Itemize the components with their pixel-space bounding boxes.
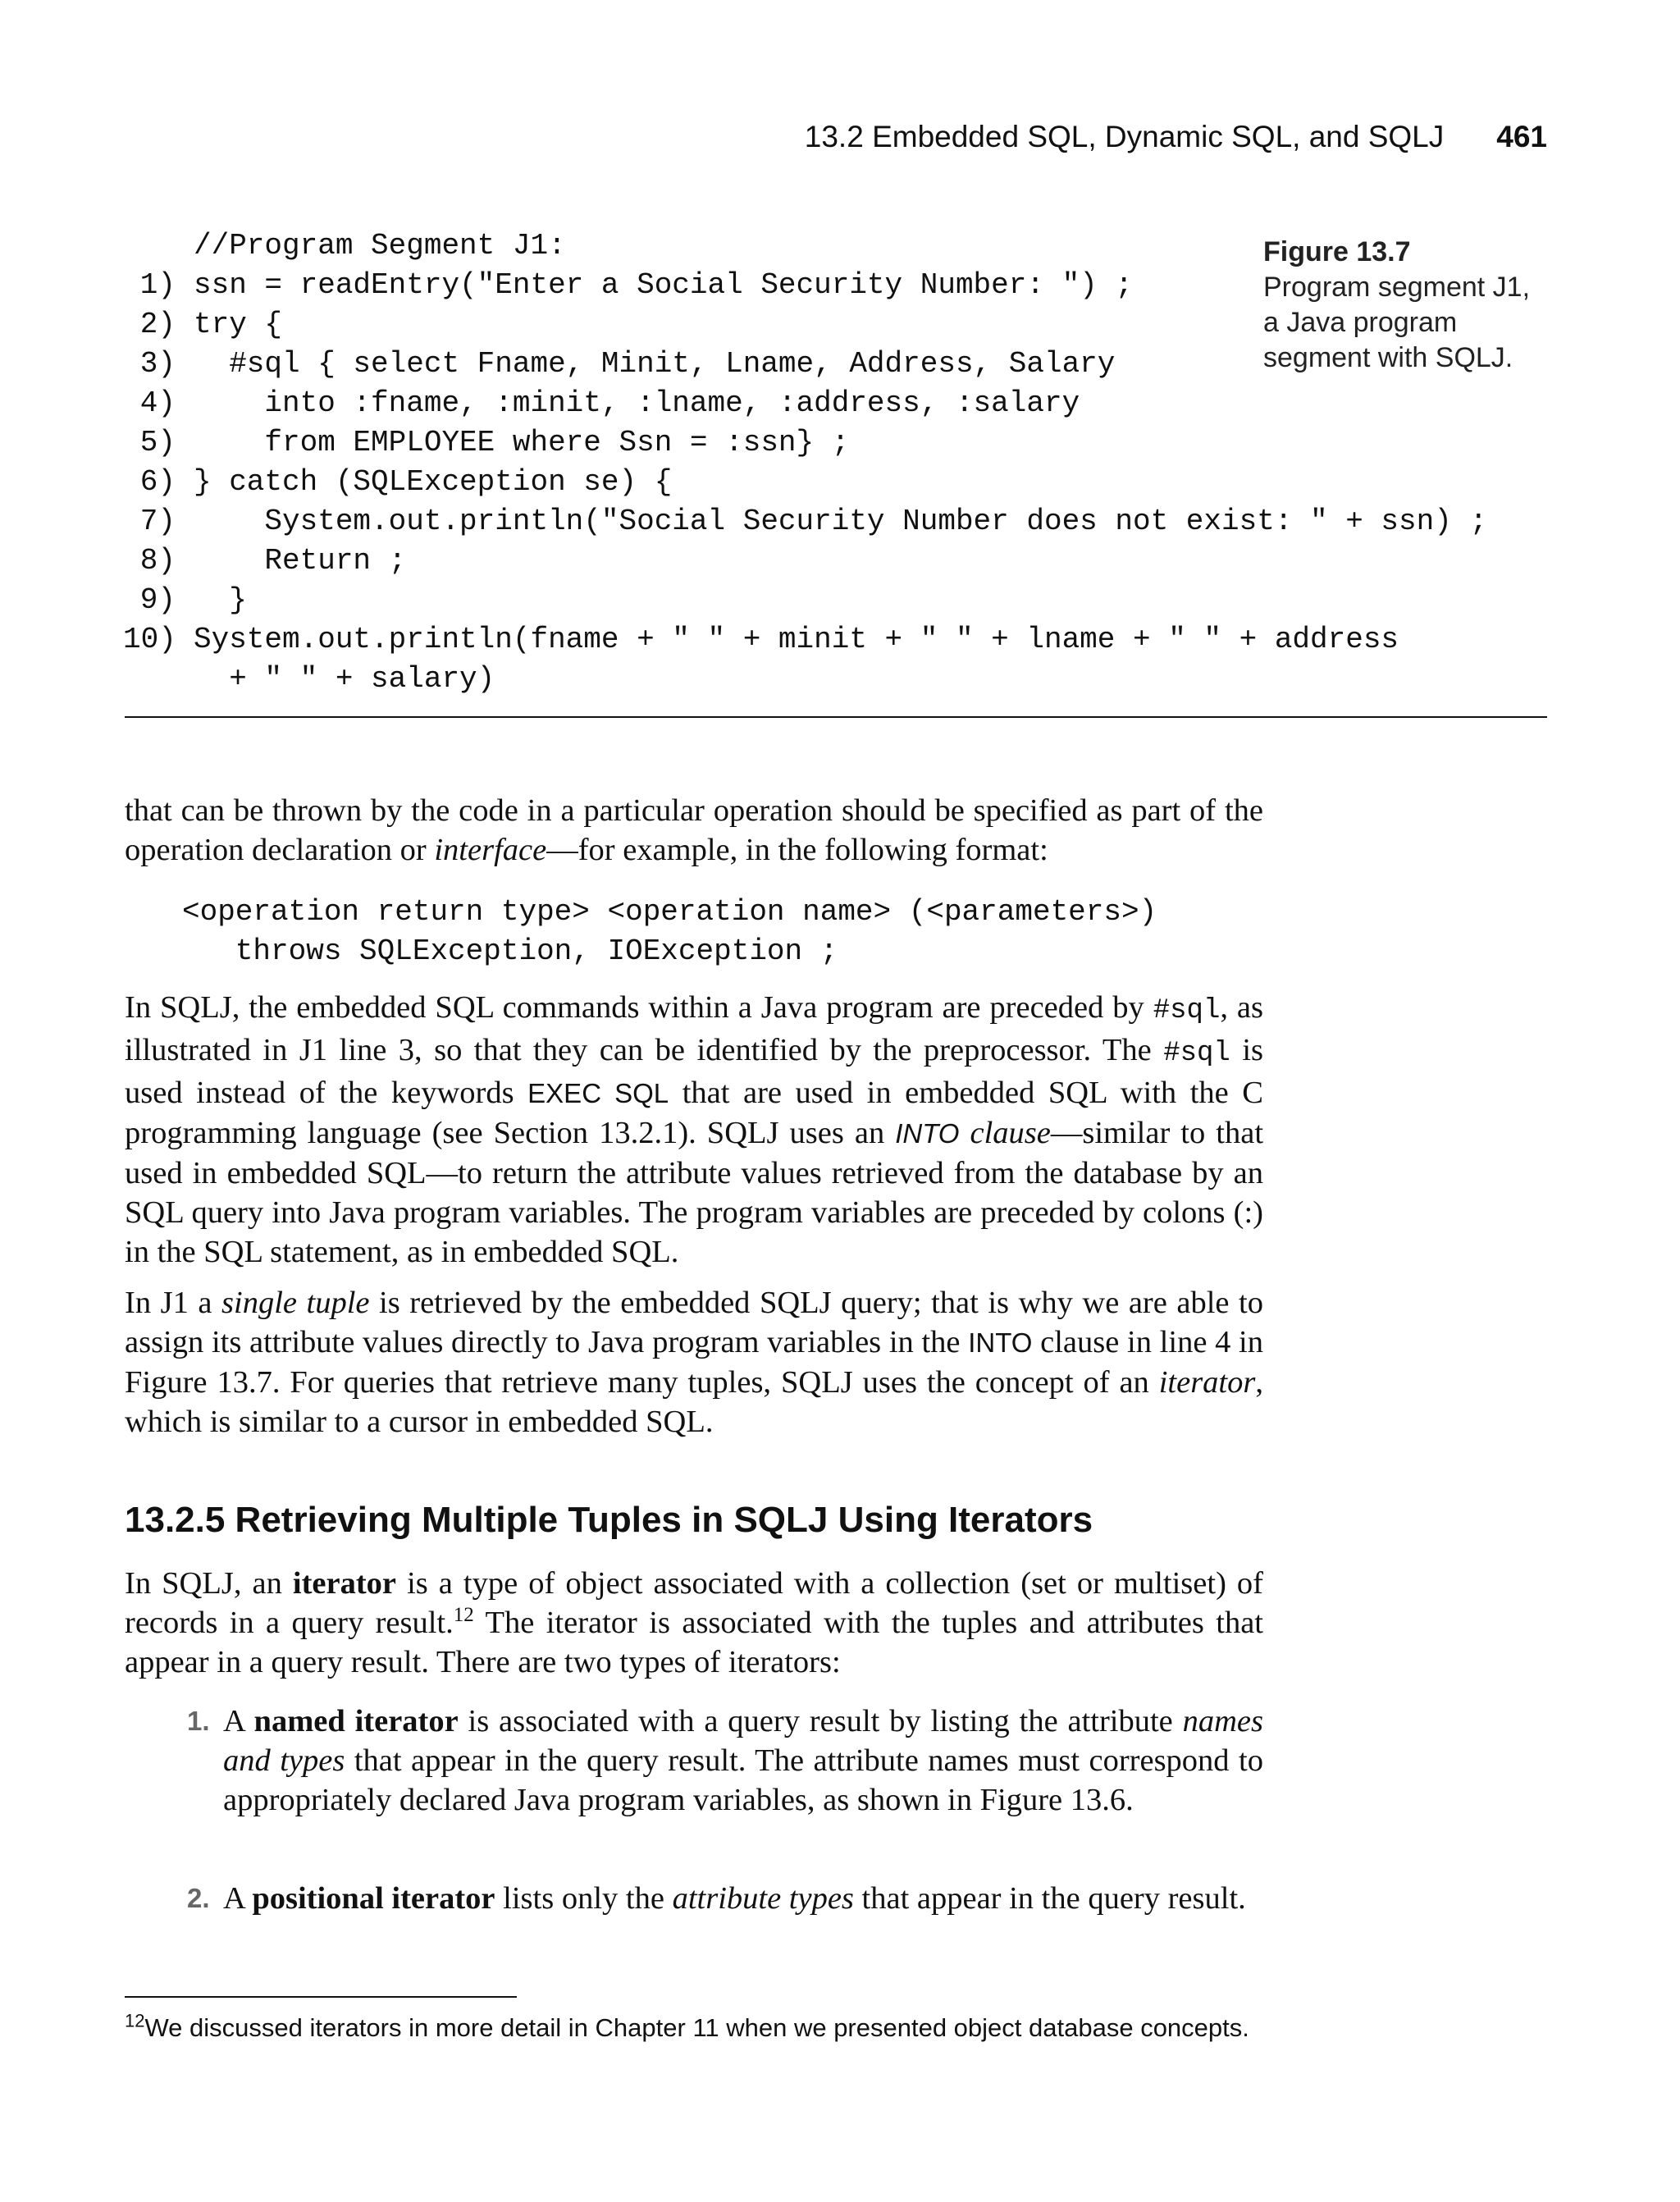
- code-text: + " " + salary): [194, 662, 495, 696]
- text: In SQLJ, an: [125, 1566, 293, 1601]
- text: —for example, in the following format:: [546, 833, 1048, 867]
- code-line: [123, 581, 1487, 620]
- figure-number: Figure 13.7: [1263, 236, 1411, 267]
- line-number: 3): [139, 347, 176, 381]
- running-head: [804, 120, 1547, 154]
- list-number: 1.: [187, 1706, 210, 1736]
- text: , which is similar to a cursor in embedded SQL.: [125, 1365, 1263, 1439]
- paragraph-iterator: [125, 1564, 1263, 1682]
- code-text: into :fname, :minit, :lname, :address, :salary: [194, 386, 1080, 420]
- code-text: try {: [194, 308, 283, 341]
- line-number: 9): [139, 583, 176, 617]
- figure-rule: [125, 716, 1547, 718]
- text: In SQLJ, the embedded SQL commands within a Java program are preceded by: [125, 990, 1153, 1025]
- line-number: 10): [123, 623, 176, 656]
- keyword: INTO: [895, 1118, 960, 1149]
- line-number: 7): [139, 505, 176, 538]
- keyword: EXEC SQL: [527, 1078, 669, 1108]
- code-line: [123, 384, 1487, 423]
- text: The iterator is associated with the tuples and attributes that appear in a query result. There are two types of iterators:: [125, 1606, 1263, 1679]
- text: lists only the: [495, 1881, 673, 1916]
- line-number: 2): [139, 308, 176, 341]
- signature-line: throws SQLException, IOException ;: [182, 934, 838, 968]
- line-number: 5): [139, 426, 176, 459]
- paragraph-exceptions: [125, 791, 1263, 870]
- text: that appear in the query result. The attribute names must correspond to appropriately declared Java program variables, as shown in Figure 13.6.: [223, 1743, 1263, 1817]
- list-item: [187, 1879, 1263, 1918]
- text: In J1 a: [125, 1286, 222, 1320]
- figure-caption: [1263, 235, 1542, 376]
- text: is a type of object associated with a collection (set or multiset) of records in a query result.: [125, 1566, 1264, 1640]
- code-text: } catch (SQLException se) {: [194, 465, 673, 499]
- operation-signature: [182, 893, 1157, 971]
- bold-term: named iterator: [253, 1704, 459, 1738]
- code-line: [123, 423, 1487, 463]
- code-text: Return ;: [194, 544, 407, 578]
- code-text: from EMPLOYEE where Ssn = :ssn} ;: [194, 426, 850, 459]
- footnote-ref[interactable]: 12: [453, 1604, 474, 1627]
- text: clause in line 4 in Figure 13.7. For queries that retrieve many tuples, SQLJ uses the concept of an: [125, 1325, 1263, 1400]
- code-line: [123, 502, 1487, 541]
- emphasis: iterator: [1158, 1365, 1256, 1400]
- line-number: 4): [139, 386, 176, 420]
- code-text: }: [194, 583, 247, 617]
- footnote: [125, 2010, 1249, 2043]
- paragraph-sql-prefix: [125, 988, 1263, 1272]
- line-number: 1): [139, 268, 176, 302]
- line-number: 6): [139, 465, 176, 499]
- footnote-text: We discussed iterators in more detail in Chapter 11 when we presented object database concepts.: [144, 2013, 1249, 2042]
- emphasis: single tuple: [221, 1286, 370, 1320]
- code-text: #sql { select Fname, Minit, Lname, Address, Salary: [194, 347, 1116, 381]
- section-heading: 13.2.5 Retrieving Multiple Tuples in SQLJ Using Iterators: [125, 1500, 1093, 1540]
- keyword: INTO: [968, 1327, 1033, 1358]
- text: that can be thrown by the code in a particular operation should be specified as part of the operation declaration or: [125, 793, 1263, 867]
- text: is used instead of the keywords: [125, 1033, 1263, 1110]
- footnote-mark: 12: [125, 2010, 145, 2031]
- footnote-rule: [125, 1996, 517, 1998]
- code-inline: #sql: [1153, 995, 1221, 1026]
- text: —similar to that used in embedded SQL—to return the attribute values retrieved from the database by an SQL query into Java program variables. The program variables are preceded by colons (:) in the SQL statement, as in embedded SQL.: [125, 1116, 1264, 1269]
- figure-caption-text: Program segment J1, a Java program segment with SQLJ.: [1263, 272, 1531, 373]
- emphasis: names and types: [223, 1704, 1263, 1778]
- section-title: 13.2 Embedded SQL, Dynamic SQL, and SQLJ: [804, 120, 1445, 153]
- code-text: ssn = readEntry("Enter a Social Security Number: ") ;: [194, 268, 1133, 302]
- code-text: //Program Segment J1:: [194, 229, 566, 263]
- code-line: [123, 660, 1487, 699]
- code-inline: #sql: [1163, 1038, 1230, 1069]
- text: is retrieved by the embedded SQLJ query; that is why we are able to assign its attribute values directly to Java program variables in the: [125, 1286, 1263, 1359]
- line-number: 8): [139, 544, 176, 578]
- emphasis: attribute types: [672, 1881, 854, 1916]
- emphasis: interface: [434, 833, 547, 867]
- bold-term: iterator: [292, 1566, 397, 1601]
- code-line: [123, 463, 1487, 502]
- text: , as illustrated in J1 line 3, so that they can be identified by the preprocessor. The: [125, 990, 1263, 1067]
- list-number: 2.: [187, 1883, 210, 1913]
- text: A: [223, 1704, 254, 1738]
- code-line: [123, 620, 1487, 660]
- text: is associated with a query result by listing the attribute: [458, 1704, 1183, 1738]
- text: that appear in the query result.: [853, 1881, 1246, 1916]
- code-text: System.out.println(fname + " " + minit + " " + lname + " " + address: [194, 623, 1399, 656]
- text: that are used in embedded SQL with the C programming language (see Section 13.2.1). SQLJ uses an: [125, 1076, 1263, 1150]
- emphasis: clause: [959, 1116, 1051, 1150]
- code-line: [123, 541, 1487, 581]
- page-number: 461: [1496, 120, 1547, 153]
- bold-term: positional iterator: [252, 1881, 495, 1916]
- paragraph-single-tuple: [125, 1283, 1263, 1441]
- code-text: System.out.println("Social Security Number does not exist: " + ssn) ;: [194, 505, 1488, 538]
- text: A: [223, 1881, 253, 1916]
- list-item: [187, 1702, 1263, 1820]
- signature-line: <operation return type> <operation name> (<parameters>): [182, 895, 1157, 929]
